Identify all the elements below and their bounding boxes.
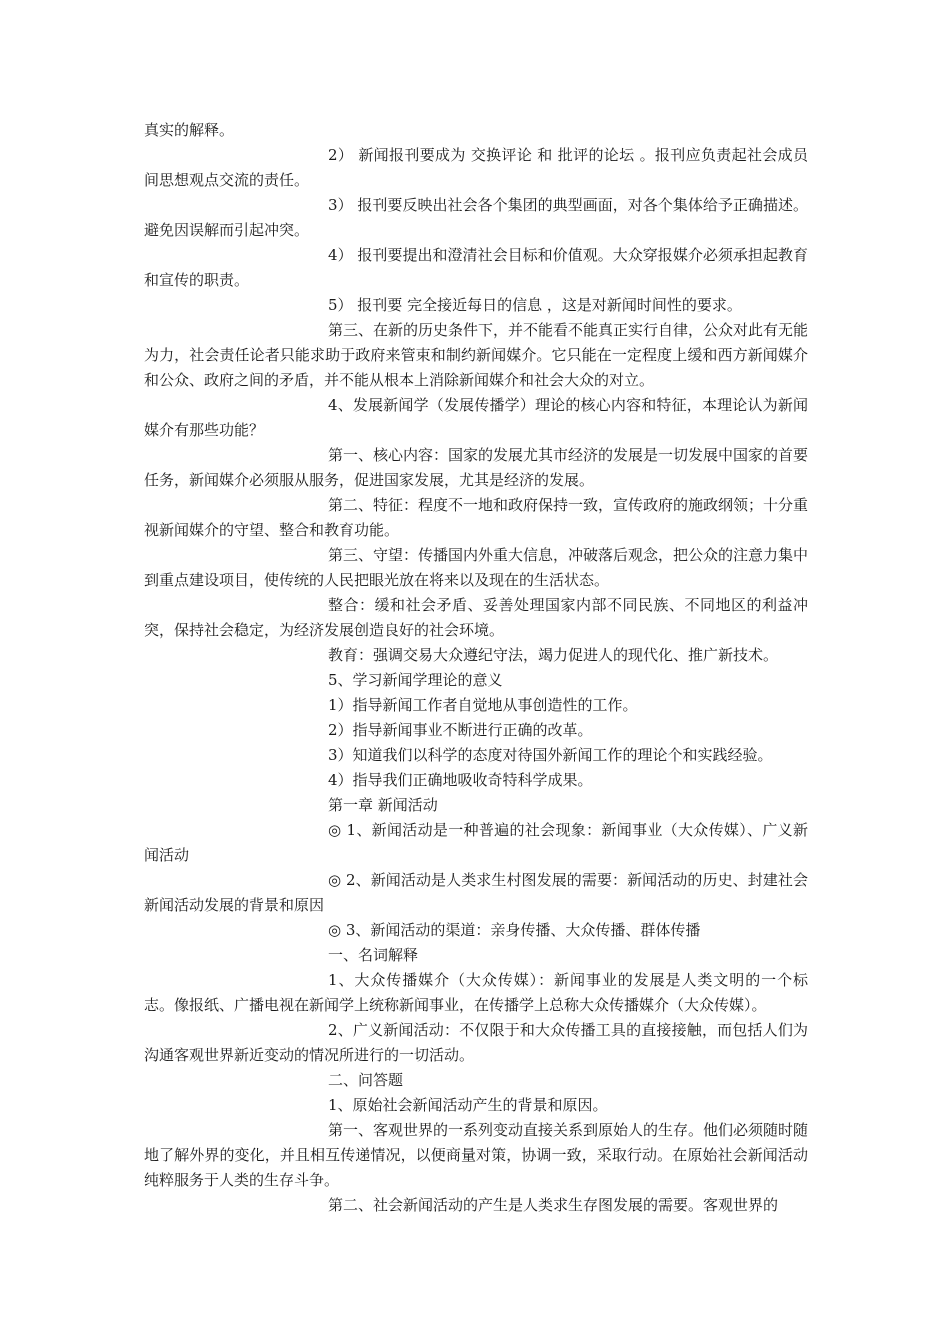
paragraph: 5、学习新闻学理论的意义 <box>328 671 503 689</box>
paragraph: 3）知道我们以科学的态度对待国外新闻工作的理论个和实践经验。 <box>328 746 773 764</box>
paragraph: 第三、守望：传播国内外重大信息，冲破落后观念，把公众的注意力集中到重点建设项目，使传统的人民把眼光放在将来以及现在的生活状态。 <box>144 546 809 589</box>
paragraph: 4）指导我们正确地吸收奇特科学成果。 <box>328 771 593 789</box>
paragraph: 第一、核心内容：国家的发展尤其市经济的发展是一切发展中国家的首要任务，新闻媒介必须服从服务，促进国家发展，尤其是经济的发展。 <box>144 446 809 489</box>
paragraph: 第二、特征：程度不一地和政府保持一致，宣传政府的施政纲领；十分重视新闻媒介的守望、整合和教育功能。 <box>144 496 809 539</box>
paragraph: 1、大众传播媒介（大众传媒）：新闻事业的发展是人类文明的一个标志。像报纸、广播电视在新闻学上统称新闻事业，在传播学上总称大众传播媒介（大众传媒）。 <box>144 971 808 1014</box>
chapter-heading: 第一章 新闻活动 <box>328 796 438 814</box>
paragraph: 2）指导新闻事业不断进行正确的改革。 <box>328 721 593 739</box>
paragraph: 1）指导新闻工作者自觉地从事创造性的工作。 <box>328 696 638 714</box>
section-heading: 一、名词解释 <box>328 946 419 964</box>
paragraph: ◎ 2、新闻活动是人类求生村图发展的需要：新闻活动的历史、封建社会新闻活动发展的背景和原因 <box>144 871 808 914</box>
paragraph: 1、原始社会新闻活动产生的背景和原因。 <box>328 1096 608 1114</box>
paragraph: 真实的解释。 <box>144 121 235 139</box>
paragraph: ◎ 1、新闻活动是一种普遍的社会现象：新闻事业（大众传媒）、广义新闻活动 <box>144 821 808 864</box>
paragraph: 2） 新闻报刊要成为 交换评论 和 批评的论坛 。报刊应负责起社会成员间思想观点交流的责任。 <box>144 146 808 189</box>
paragraph: 第一、客观世界的一系列变动直接关系到原始人的生存。他们必须随时随地了解外界的变化，并且相互传递情况，以便商量对策，协调一致，采取行动。在原始社会新闻活动纯粹服务于人类的生存斗争。 <box>144 1121 809 1189</box>
paragraph: 整合：缓和社会矛盾、妥善处理国家内部不同民族、不同地区的利益冲突，保持社会稳定，为经济发展创造良好的社会环境。 <box>144 596 808 639</box>
paragraph: 4） 报刊要提出和澄清社会目标和价值观。大众穿报媒介必须承担起教育和宣传的职责。 <box>144 246 808 289</box>
section-heading: 二、问答题 <box>328 1071 404 1089</box>
paragraph: 4、发展新闻学（发展传播学）理论的核心内容和特征，本理论认为新闻媒介有那些功能？ <box>144 396 808 439</box>
paragraph: 第二、社会新闻活动的产生是人类求生存图发展的需要。客观世界的 <box>328 1196 779 1214</box>
body-text <box>144 118 808 1218</box>
paragraph: 2、广义新闻活动：不仅限于和大众传播工具的直接接触，而包括人们为沟通客观世界新近变动的情况所进行的一切活动。 <box>144 1021 808 1064</box>
paragraph: ◎ 3、新闻活动的渠道：亲身传播、大众传播、群体传播 <box>328 921 701 939</box>
paragraph: 第三、在新的历史条件下，并不能看不能真正实行自律，公众对此有无能为力，社会责任论者只能求助于政府来管束和制约新闻媒介。它只能在一定程度上缓和西方新闻媒介和公众、政府之间的矛盾，并不能从根本上消除新闻媒介和社会大众的对立。 <box>144 321 809 389</box>
paragraph: 3） 报刊要反映出社会各个集团的典型画面，对各个集体给予正确描述。避免因误解而引起冲突。 <box>144 196 808 239</box>
paragraph: 教育：强调交易大众遵纪守法，竭力促进人的现代化、推广新技术。 <box>328 646 779 664</box>
paragraph: 5） 报刊要 完全接近每日的信息 ，这是对新闻时间性的要求。 <box>328 296 742 314</box>
